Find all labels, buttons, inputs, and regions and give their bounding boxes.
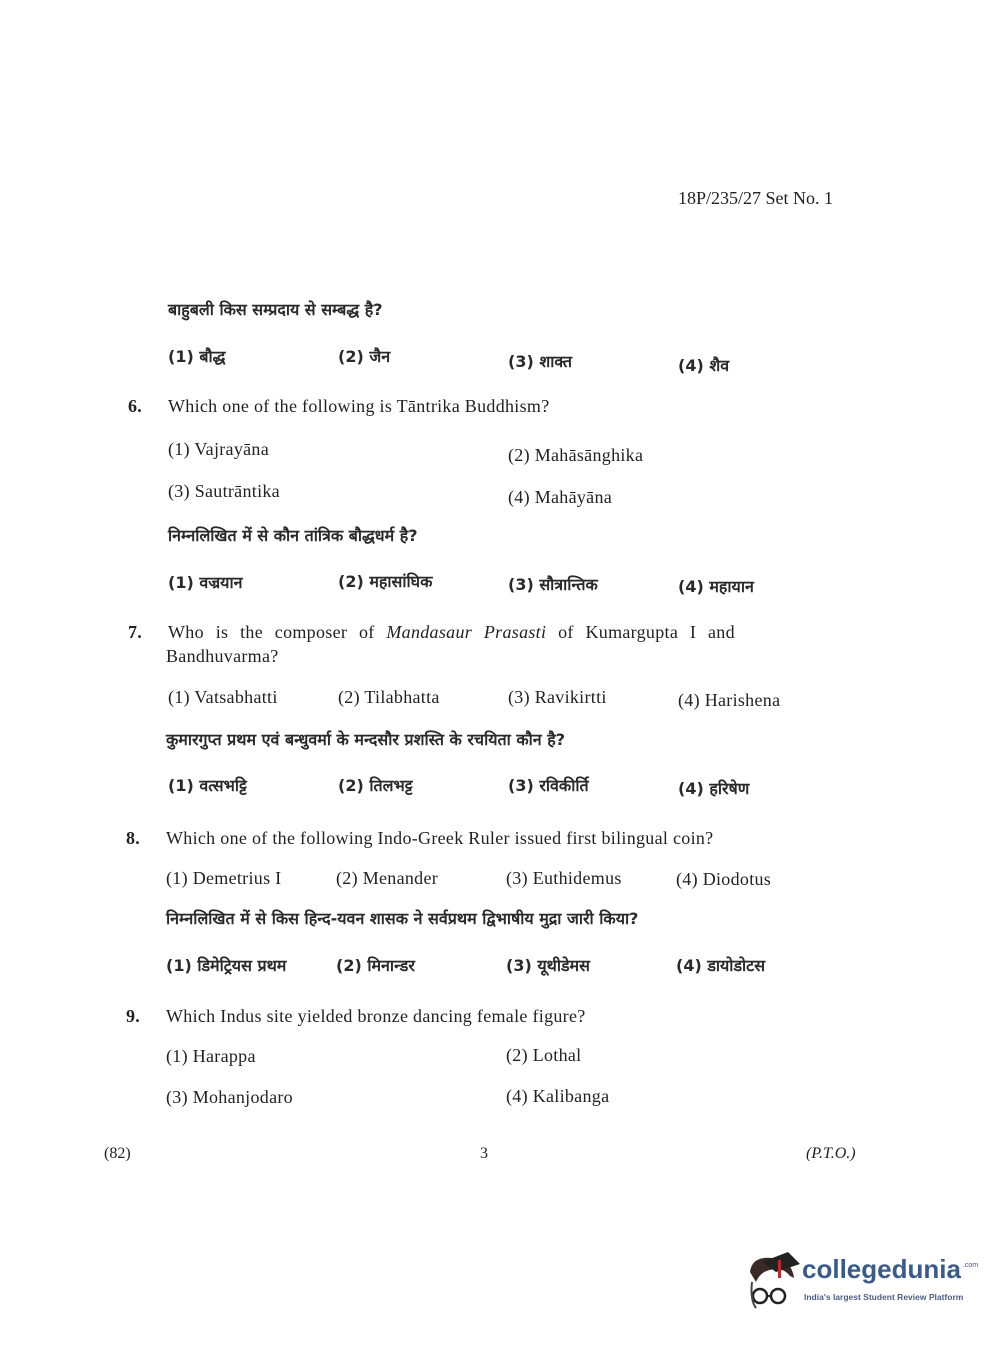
option-hindi: (2) तिलभट्ट — [338, 776, 413, 795]
option-hindi: (2) जैन — [338, 347, 391, 366]
option: (4) Diodotus — [676, 869, 772, 889]
collegedunia-logo — [742, 1250, 982, 1320]
question-6-text: Which one of the following is Tāntrika Buddhism? — [168, 396, 550, 416]
option: (4) Kalibanga — [506, 1086, 610, 1106]
question-6-hindi: निम्नलिखित में से कौन तांत्रिक बौद्धधर्म है? — [168, 526, 418, 545]
question-number: 7. — [128, 622, 143, 642]
question-7-text — [168, 622, 735, 643]
question-text-part: of Kumargupta I and — [546, 622, 735, 642]
mascot-icon — [742, 1250, 802, 1320]
pto-label: (P.T.O.) — [806, 1145, 856, 1162]
option-hindi: (1) वत्सभट्टि — [168, 776, 247, 795]
option: (3) Ravikirtti — [508, 687, 607, 707]
option: (1) Harappa — [166, 1046, 256, 1066]
option-hindi: (4) शैव — [678, 356, 730, 375]
question-number: 6. — [128, 396, 143, 416]
brand-row — [802, 1254, 978, 1285]
question-7-text-line2: Bandhuvarma? — [166, 646, 279, 666]
brand-name: collegedunia — [802, 1254, 961, 1284]
question-number: 8. — [126, 828, 141, 848]
option-hindi: (3) रविकीर्ति — [508, 776, 589, 795]
question-8-text: Which one of the following Indo-Greek Ruler issued first bilingual coin? — [166, 828, 714, 848]
option-hindi: (1) वज्रयान — [168, 573, 243, 592]
option-hindi: (4) डायोडोटस — [676, 956, 766, 975]
option: (4) Mahāyāna — [508, 487, 613, 507]
question-7-hindi: कुमारगुप्त प्रथम एवं बन्धुवर्मा के मन्दसौर प्रशस्ति के रचयिता कौन है? — [166, 730, 566, 749]
brand-suffix: .com — [962, 1262, 979, 1269]
inscription-title: Mandasaur Prasasti — [386, 622, 547, 642]
option: (4) Harishena — [678, 690, 781, 710]
option: (3) Mohanjodaro — [166, 1087, 293, 1107]
option: (1) Vatsabhatti — [168, 687, 278, 707]
option-hindi: (2) महासांघिक — [338, 572, 433, 591]
option-hindi: (1) बौद्ध — [168, 347, 226, 366]
page-number: 3 — [480, 1145, 488, 1162]
question-5-hindi: बाहुबली किस सम्प्रदाय से सम्बद्ध है? — [168, 300, 383, 319]
option: (2) Mahāsānghika — [508, 445, 644, 465]
option: (1) Demetrius I — [166, 868, 282, 888]
option: (2) Lothal — [506, 1045, 582, 1065]
question-9-text: Which Indus site yielded bronze dancing female figure? — [166, 1006, 586, 1026]
question-number: 9. — [126, 1006, 141, 1026]
option-hindi: (4) हरिषेण — [678, 779, 750, 798]
option: (2) Tilabhatta — [338, 687, 440, 707]
option-hindi: (3) यूथीडेमस — [506, 956, 590, 975]
option: (3) Euthidemus — [506, 868, 622, 888]
option: (2) Menander — [336, 868, 439, 888]
option-hindi: (2) मिनान्डर — [336, 956, 415, 975]
option: (1) Vajrayāna — [168, 439, 270, 459]
brand-tagline: India's largest Student Review Platform — [804, 1292, 964, 1302]
paper-code: 18P/235/27 Set No. 1 — [678, 188, 834, 208]
option-hindi: (4) महायान — [678, 577, 754, 596]
question-8-hindi: निम्नलिखित में से किस हिन्द-यवन शासक ने सर्वप्रथम द्विभाषीय मुद्रा जारी किया? — [166, 909, 639, 928]
question-text-part: Who is the composer of — [168, 622, 387, 642]
option: (3) Sautrāntika — [168, 481, 280, 501]
option-hindi: (1) डिमेट्रियस प्रथम — [166, 956, 287, 975]
option-hindi: (3) शाक्त — [508, 352, 573, 371]
footer-left: (82) — [104, 1145, 131, 1162]
option-hindi: (3) सौत्रान्तिक — [508, 575, 598, 594]
